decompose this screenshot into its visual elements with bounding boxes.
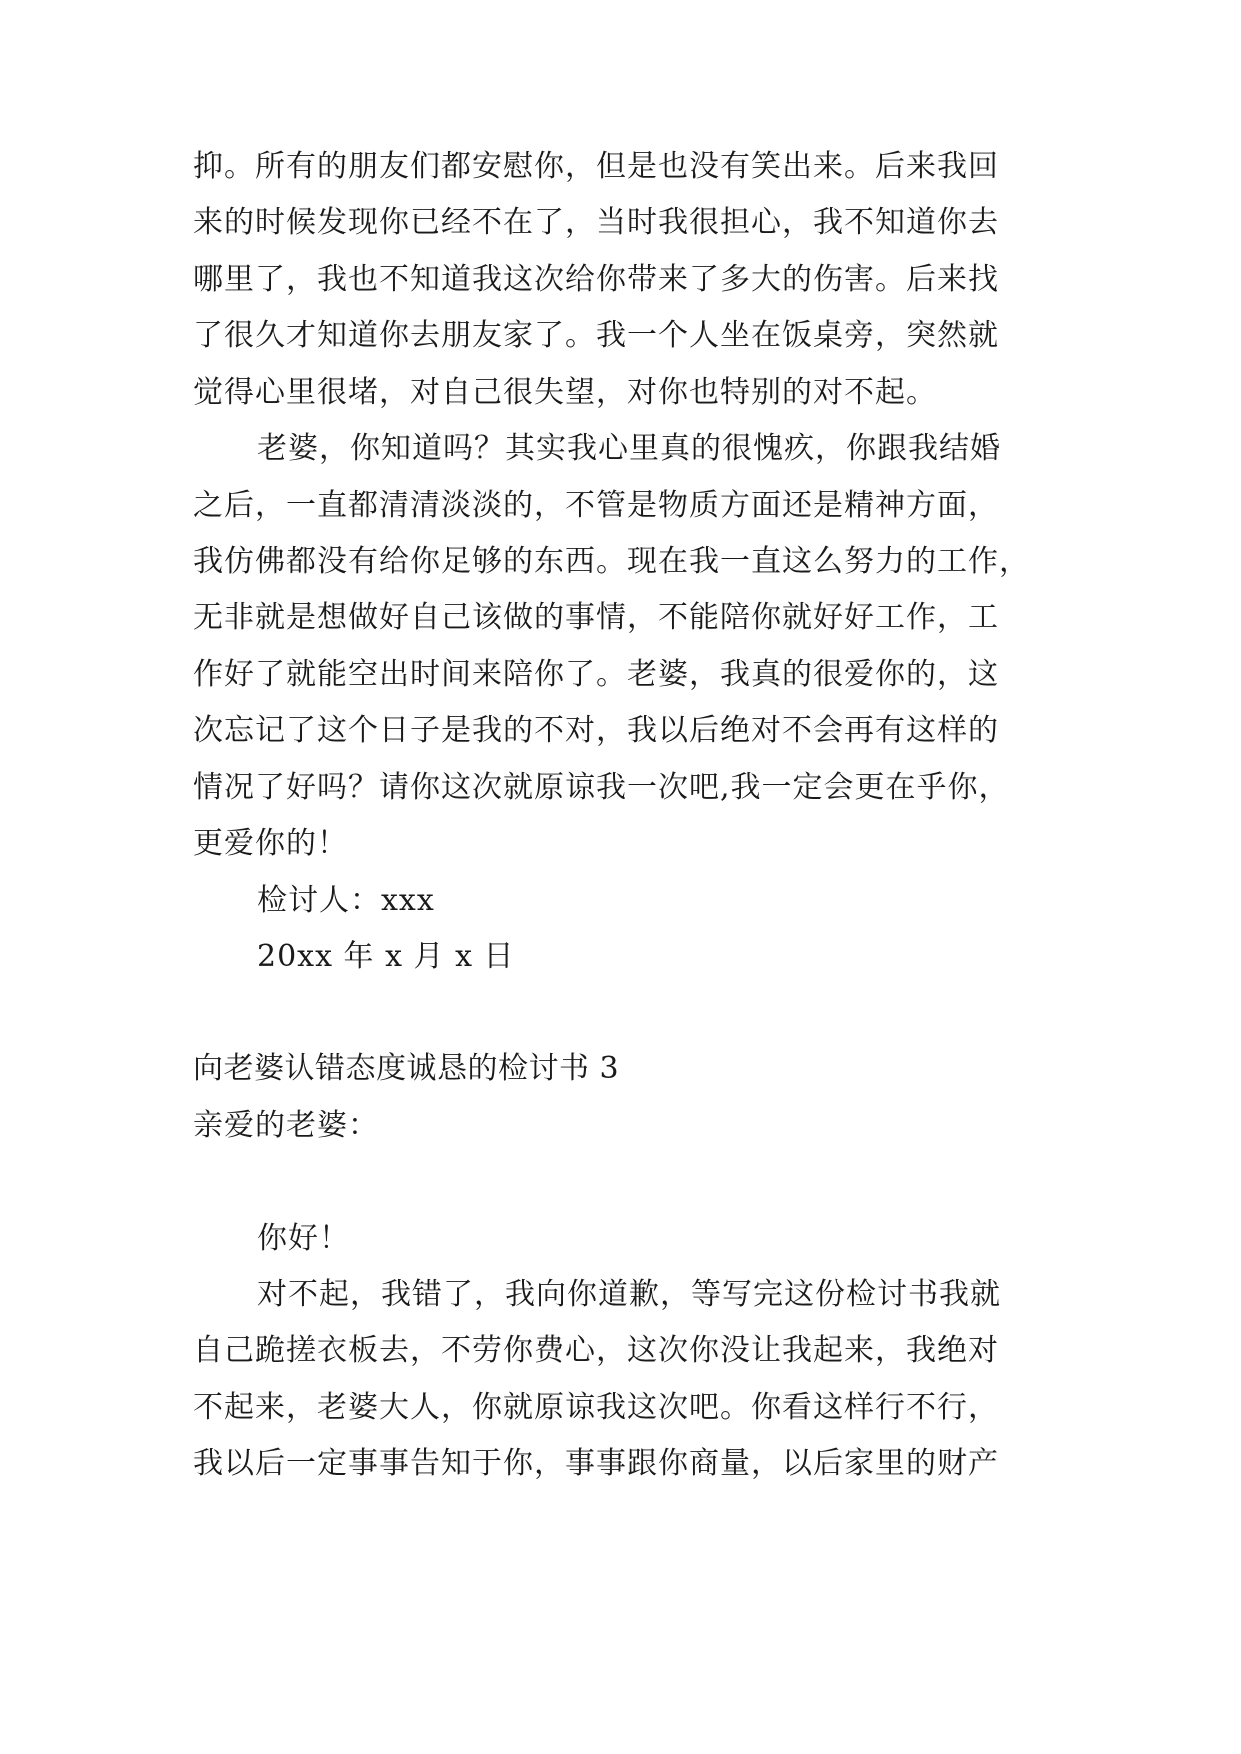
section-title: 向老婆认错态度诚恳的检讨书 3 [193, 1051, 620, 1086]
greeting: 你好！ [257, 1221, 350, 1256]
paragraph-line: 了很久才知道你去朋友家了。我一个人坐在饭桌旁，突然就 [193, 318, 999, 353]
paragraph-line: 不起来，老婆大人，你就原谅我这次吧。你看这样行不行， [193, 1390, 999, 1425]
salutation: 亲爱的老婆： [193, 1108, 379, 1143]
paragraph-line: 我以后一定事事告知于你，事事跟你商量，以后家里的财产 [193, 1446, 999, 1481]
paragraph-line: 来的时候发现你已经不在了，当时我很担心，我不知道你去 [193, 205, 999, 240]
paragraph-line: 作好了就能空出时间来陪你了。老婆，我真的很爱你的，这 [193, 657, 999, 692]
paragraph-line: 对不起，我错了，我向你道歉，等写完这份检讨书我就 [257, 1277, 1001, 1312]
paragraph-line: 之后，一直都清清淡淡的，不管是物质方面还是精神方面， [193, 488, 999, 523]
paragraph-line: 抑。所有的朋友们都安慰你，但是也没有笑出来。后来我回 [193, 149, 999, 184]
paragraph-line: 我仿佛都没有给你足够的东西。现在我一直这么努力的工作， [193, 544, 1030, 579]
paragraph-line: 自己跪搓衣板去，不劳你费心，这次你没让我起来，我绝对 [193, 1333, 999, 1368]
signature-author: 检讨人：xxx [257, 883, 435, 918]
signature-date: 20xx 年 x 月 x 日 [257, 939, 515, 974]
paragraph-line: 无非就是想做好自己该做的事情，不能陪你就好好工作，工 [193, 600, 999, 635]
paragraph-line: 哪里了，我也不知道我这次给你带来了多大的伤害。后来找 [193, 262, 999, 297]
paragraph-line: 次忘记了这个日子是我的不对，我以后绝对不会再有这样的 [193, 713, 999, 748]
paragraph-line: 老婆，你知道吗？其实我心里真的很愧疚，你跟我结婚 [257, 431, 1001, 466]
paragraph-line: 更爱你的！ [193, 826, 348, 861]
paragraph-line: 情况了好吗？请你这次就原谅我一次吧,我一定会更在乎你， [193, 770, 1010, 805]
paragraph-line: 觉得心里很堵，对自己很失望，对你也特别的对不起。 [193, 375, 937, 410]
